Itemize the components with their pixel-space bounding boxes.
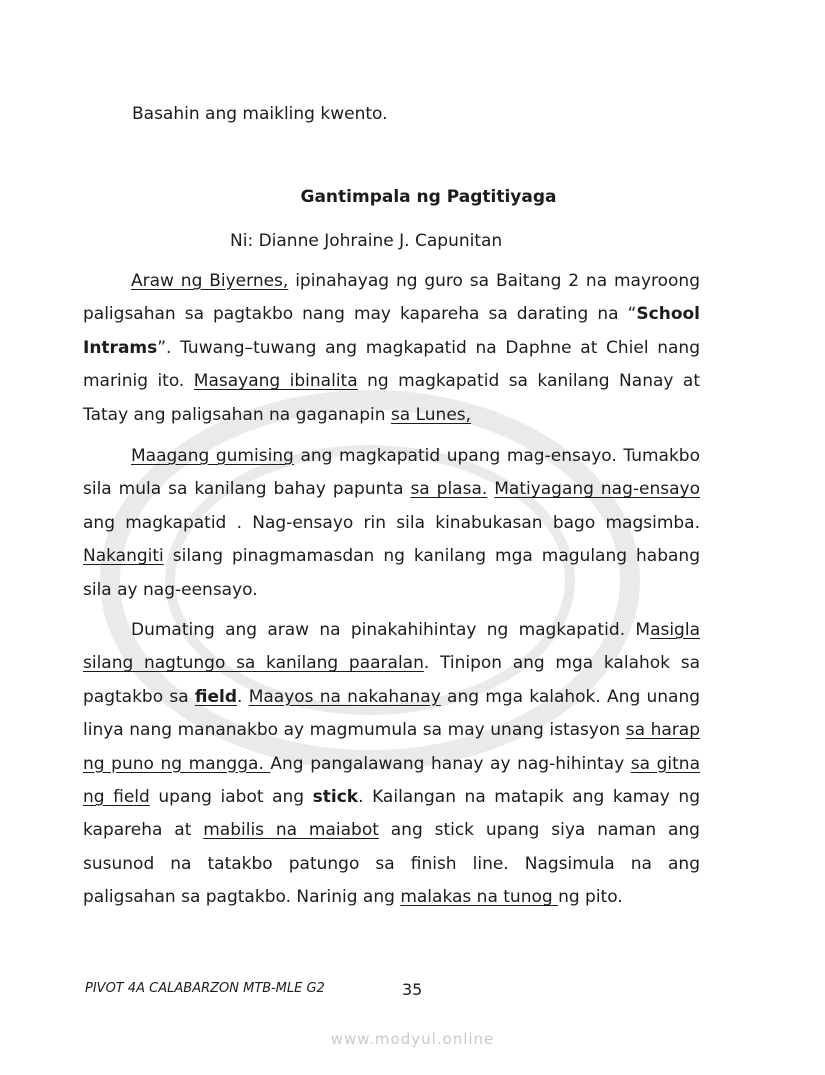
- story-title: Gantimpala ng Pagtitiyaga: [300, 187, 557, 207]
- underlined-phrase: sa harap ng puno ng mangga.: [83, 720, 700, 774]
- underlined-phrase: Araw ng Biyernes,: [131, 271, 289, 291]
- footer-label: PIVOT 4A CALABARZON MTB-MLE G2: [85, 981, 325, 996]
- underlined-bold-term: field: [194, 686, 238, 707]
- page-number: 35: [402, 980, 423, 999]
- underlined-phrase: silang nagtungo sa kanilang paaralan: [83, 653, 424, 674]
- underlined-phrase: Maagang gumising: [131, 446, 294, 466]
- bold-term: School Intrams: [83, 304, 700, 358]
- underlined-phrase: mabilis na maiabot: [203, 820, 379, 841]
- underlined-phrase: sa plasa.: [410, 479, 488, 500]
- underlined-phrase: Matiyagang nag-ensayo: [494, 479, 700, 500]
- story-author: Ni: Dianne Johraine J. Capunitan: [230, 231, 503, 251]
- underlined-phrase: Masayang ibinalita: [193, 371, 358, 392]
- watermark-text: www.modyul.online: [330, 1030, 495, 1048]
- underlined-phrase: Nakangiti: [83, 546, 164, 567]
- instruction-text: Basahin ang maikling kwento.: [132, 104, 388, 124]
- story-paragraph-2: Maagang gumising ang magkapatid upang mag-ensayo. Tumakbo sila mula sa kanilang bahay papunta sa plasa. Matiyagang nag-ensayo ang magkapatid . Nag-ensayo rin sila kinabukasan bago magsimba. Nakangiti silang pinagmamasdan ng kanilang mga magulang habang sila ay nag-eensayo.: [83, 446, 700, 600]
- story-paragraph-1: Araw ng Biyernes, ipinahayag ng guro sa Baitang 2 na mayroong paligsahan sa pagtakbo nang may kapareha sa darating na “School Intrams”. Tuwang–tuwang ang magkapatid na Daphne at Chiel nang marinig ito. Masayang ibinalita ng magkapatid sa kanilang Nanay at Tatay ang paligsahan na gaganapin sa Lunes,: [83, 271, 701, 425]
- underlined-phrase: asigla: [650, 620, 700, 640]
- underlined-phrase: sa gitna ng field: [83, 753, 700, 808]
- story-paragraph-3: Dumating ang araw na pinakahihintay ng magkapatid. Masigla silang nagtungo sa kanilang paaralan. Tinipon ang mga kalahok sa pagtakbo sa field. Maayos na nakahanay ang mga kalahok. Ang unang linya nang mananakbo ay magmumula sa may unang istasyon sa harap ng puno ng mangga. Ang pangalawang hanay ay nag-hihintay sa gitna ng field upang iabot ang stick. Kailangan na matapik ang kamay ng kapareha at mabilis na maiabot ang stick upang siya naman ang susunod na tatakbo patungo sa finish line. Nagsimula na ang paligsahan sa pagtakbo. Narinig ang malakas na tunog ng pito.: [83, 620, 701, 908]
- underlined-phrase: malakas na tunog: [400, 887, 559, 908]
- bold-term: stick: [312, 787, 359, 808]
- underlined-phrase: Maayos na nakahanay: [248, 686, 441, 707]
- underlined-phrase: sa Lunes,: [390, 404, 472, 425]
